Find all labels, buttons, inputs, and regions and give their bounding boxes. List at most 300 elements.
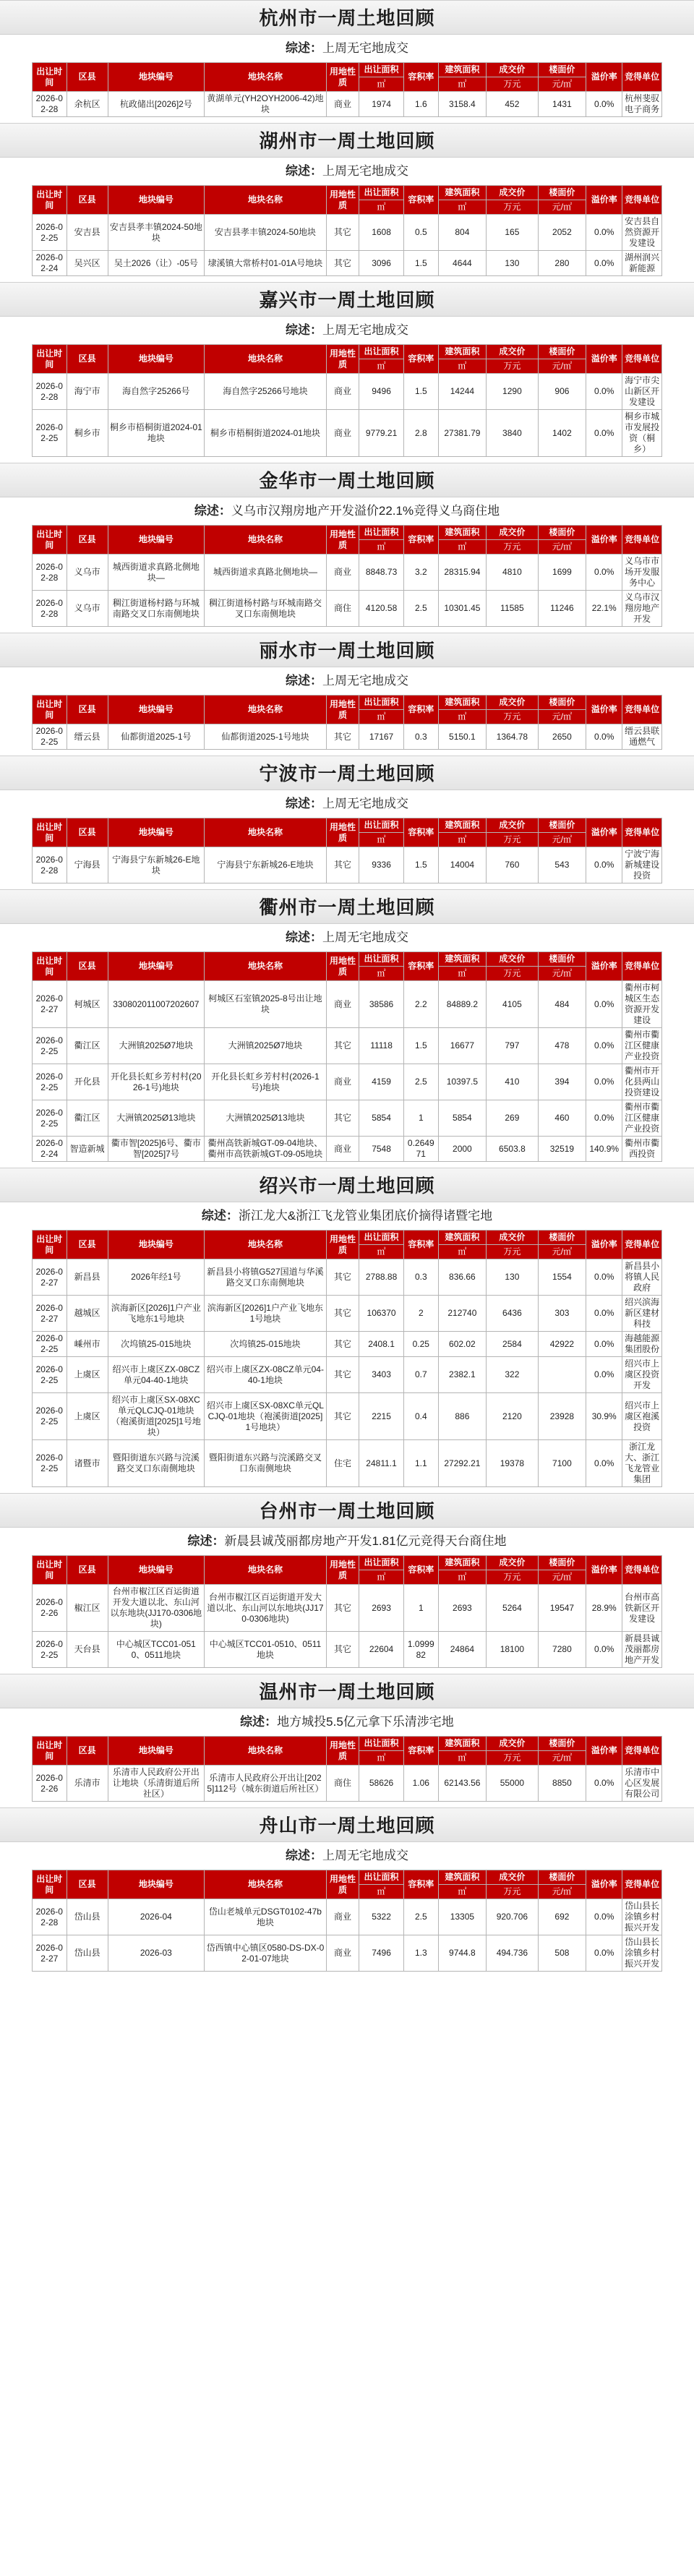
header-build: 建筑面积 xyxy=(438,1556,487,1570)
cell-use: 其它 xyxy=(326,1028,359,1064)
cell-far: 0.3 xyxy=(403,1259,438,1296)
cell-date: 2026-02-24 xyxy=(33,251,67,276)
header-floor: 楼面价 xyxy=(538,1737,586,1751)
cell-parcel-name: 乐清市人民政府公开出让[2025]112号（城东街道后所社区） xyxy=(204,1766,326,1802)
header-district: 区县 xyxy=(67,186,108,215)
header-far: 容积率 xyxy=(403,526,438,555)
cell-parcel-name: 岱山老城单元DSGT0102-47b地块 xyxy=(204,1899,326,1935)
cell-price: 55000 xyxy=(487,1766,538,1802)
cell-buyer: 台州市高铁新区开发建设 xyxy=(622,1585,662,1632)
header-unit-floor: 元/㎡ xyxy=(538,200,586,215)
summary-text: 上周无宅地成交 xyxy=(322,323,408,337)
header-date: 出让时间 xyxy=(33,696,67,724)
header-unit-build: ㎡ xyxy=(438,833,487,847)
table-row xyxy=(33,92,662,117)
cell-district: 义乌市 xyxy=(67,591,108,627)
header-date: 出让时间 xyxy=(33,526,67,555)
cell-buyer: 海宁市尖山新区开发建设 xyxy=(622,374,662,410)
cell-area: 3403 xyxy=(359,1357,404,1393)
cell-price: 6436 xyxy=(487,1296,538,1332)
cell-district: 海宁市 xyxy=(67,374,108,410)
header-buyer: 竞得单位 xyxy=(622,818,662,847)
cell-parcel-name: 宁海县宁东新城26-E地块 xyxy=(204,847,326,883)
header-date: 出让时间 xyxy=(33,1737,67,1766)
cell-buyer: 绍兴市上虞区袍溪投资 xyxy=(622,1393,662,1440)
cell-premium: 30.9% xyxy=(586,1393,622,1440)
cell-date: 2026-02-27 xyxy=(33,1259,67,1296)
cell-parcel-id: 乐清市人民政府公开出让地块（乐清街道后所社区） xyxy=(108,1766,204,1802)
cell-use: 商业 xyxy=(326,374,359,410)
cell-floor: 543 xyxy=(538,847,586,883)
summary-label: 综述： xyxy=(286,674,322,688)
cell-use: 其它 xyxy=(326,1393,359,1440)
cell-district: 椒江区 xyxy=(67,1585,108,1632)
header-district: 区县 xyxy=(67,1556,108,1585)
cell-floor: 1402 xyxy=(538,410,586,457)
cell-far: 1.5 xyxy=(403,1028,438,1064)
header-buyer: 竞得单位 xyxy=(622,952,662,981)
header-price: 成交价 xyxy=(487,696,538,710)
header-parcel-name: 地块名称 xyxy=(204,1556,326,1585)
header-unit-price: 万元 xyxy=(487,1751,538,1766)
header-area: 出让面积 xyxy=(359,63,404,77)
header-price: 成交价 xyxy=(487,345,538,359)
cell-premium: 0.0% xyxy=(586,555,622,591)
cell-price: 269 xyxy=(487,1100,538,1137)
header-unit-area: ㎡ xyxy=(359,1751,404,1766)
header-area: 出让面积 xyxy=(359,696,404,710)
land-table xyxy=(32,1230,662,1487)
cell-parcel-id: 2026年经1号 xyxy=(108,1259,204,1296)
header-district: 区县 xyxy=(67,63,108,92)
header-premium: 溢价率 xyxy=(586,696,622,724)
cell-date: 2026-02-25 xyxy=(33,1332,67,1357)
cell-date: 2026-02-25 xyxy=(33,410,67,457)
header-parcel-id: 地块编号 xyxy=(108,952,204,981)
cell-price: 1364.78 xyxy=(487,724,538,750)
cell-far: 0.3 xyxy=(403,724,438,750)
header-far: 容积率 xyxy=(403,952,438,981)
cell-premium: 0.0% xyxy=(586,1899,622,1935)
cell-parcel-name: 海自然字25266号地块 xyxy=(204,374,326,410)
header-unit-floor: 元/㎡ xyxy=(538,540,586,555)
summary-label: 综述： xyxy=(286,930,322,944)
cell-use: 商住 xyxy=(326,1766,359,1802)
cell-far: 2.8 xyxy=(403,410,438,457)
cell-far: 0.25 xyxy=(403,1332,438,1357)
header-area: 出让面积 xyxy=(359,1556,404,1570)
cell-far: 0.264971 xyxy=(403,1137,438,1162)
cell-far: 0.7 xyxy=(403,1357,438,1393)
cell-far: 1.5 xyxy=(403,847,438,883)
header-unit-floor: 元/㎡ xyxy=(538,1885,586,1899)
cell-parcel-id: 稠江街道杨村路与环城南路交叉口东南侧地块 xyxy=(108,591,204,627)
header-far: 容积率 xyxy=(403,345,438,374)
header-unit-price: 万元 xyxy=(487,1570,538,1585)
city-section xyxy=(32,1493,662,1674)
header-build: 建筑面积 xyxy=(438,1870,487,1885)
summary-label: 综述： xyxy=(286,797,322,810)
city-section xyxy=(32,123,662,282)
cell-premium: 0.0% xyxy=(586,1632,622,1668)
table-row xyxy=(33,555,662,591)
cell-parcel-id: 海自然字25266号 xyxy=(108,374,204,410)
cell-parcel-name: 大洲镇2025Ø13地块 xyxy=(204,1100,326,1137)
cell-buyer: 衢州市柯城区生态资源开发建设 xyxy=(622,981,662,1028)
cell-area: 3096 xyxy=(359,251,404,276)
cell-far: 2.5 xyxy=(403,1064,438,1100)
table-row xyxy=(33,374,662,410)
header-buyer: 竞得单位 xyxy=(622,1737,662,1766)
city-summary xyxy=(32,1842,662,1870)
table-row xyxy=(33,410,662,457)
cell-date: 2026-02-25 xyxy=(33,1064,67,1100)
table-row xyxy=(33,724,662,750)
cell-price: 322 xyxy=(487,1357,538,1393)
header-unit-area: ㎡ xyxy=(359,833,404,847)
table-row xyxy=(33,1766,662,1802)
cell-price: 452 xyxy=(487,92,538,117)
cell-parcel-name: 岱西镇中心镇区0580-DS-DX-02-01-07地块 xyxy=(204,1935,326,1972)
cell-parcel-id: 城西街道求真路北侧地块— xyxy=(108,555,204,591)
cell-floor: 394 xyxy=(538,1064,586,1100)
cell-area: 9496 xyxy=(359,374,404,410)
header-floor: 楼面价 xyxy=(538,345,586,359)
cell-price: 2584 xyxy=(487,1332,538,1357)
cell-parcel-name: 稠江街道杨村路与环城南路交叉口东南侧地块 xyxy=(204,591,326,627)
table-row xyxy=(33,215,662,251)
header-use: 用地性质 xyxy=(326,952,359,981)
header-unit-area: ㎡ xyxy=(359,359,404,374)
table-row xyxy=(33,1899,662,1935)
city-summary xyxy=(32,158,662,185)
cell-parcel-id: 吴土2026（让）-05号 xyxy=(108,251,204,276)
header-unit-price: 万元 xyxy=(487,710,538,724)
cell-use: 其它 xyxy=(326,1100,359,1137)
cell-build: 14244 xyxy=(438,374,487,410)
cell-parcel-name: 开化县长虹乡芳村村(2026-1号)地块 xyxy=(204,1064,326,1100)
summary-text: 上周无宅地成交 xyxy=(322,164,408,178)
cell-price: 3840 xyxy=(487,410,538,457)
cell-floor: 8850 xyxy=(538,1766,586,1802)
cell-buyer: 杭州斐驭电子商务 xyxy=(622,92,662,117)
header-build: 建筑面积 xyxy=(438,818,487,833)
cell-floor: 1699 xyxy=(538,555,586,591)
header-use: 用地性质 xyxy=(326,186,359,215)
cell-premium: 28.9% xyxy=(586,1585,622,1632)
header-build: 建筑面积 xyxy=(438,345,487,359)
cell-area: 9336 xyxy=(359,847,404,883)
header-use: 用地性质 xyxy=(326,1870,359,1899)
cell-use: 商业 xyxy=(326,1137,359,1162)
cell-price: 5264 xyxy=(487,1585,538,1632)
cell-parcel-id: 安吉县孝丰镇2024-50地块 xyxy=(108,215,204,251)
cell-premium: 140.9% xyxy=(586,1137,622,1162)
cell-buyer: 岱山县长涂镇乡村振兴开发 xyxy=(622,1935,662,1972)
cell-district: 越城区 xyxy=(67,1296,108,1332)
header-premium: 溢价率 xyxy=(586,818,622,847)
summary-text: 义乌市汉翔房地产开发溢价22.1%竞得义乌商住地 xyxy=(231,504,500,518)
cell-parcel-id: 绍兴市上虞区ZX-08CZ单元04-40-1地块 xyxy=(108,1357,204,1393)
cell-premium: 0.0% xyxy=(586,847,622,883)
cell-use: 其它 xyxy=(326,251,359,276)
cell-district: 岱山县 xyxy=(67,1935,108,1972)
cell-price: 494.736 xyxy=(487,1935,538,1972)
header-unit-floor: 元/㎡ xyxy=(538,1570,586,1585)
header-premium: 溢价率 xyxy=(586,526,622,555)
header-unit-price: 万元 xyxy=(487,967,538,981)
cell-district: 新昌县 xyxy=(67,1259,108,1296)
cell-buyer: 义乌市市场开发服务中心 xyxy=(622,555,662,591)
cell-build: 5854 xyxy=(438,1100,487,1137)
cell-build: 28315.94 xyxy=(438,555,487,591)
table-row xyxy=(33,981,662,1028)
header-price: 成交价 xyxy=(487,1737,538,1751)
cell-build: 27292.21 xyxy=(438,1440,487,1487)
header-parcel-name: 地块名称 xyxy=(204,1231,326,1259)
header-build: 建筑面积 xyxy=(438,186,487,200)
header-unit-build: ㎡ xyxy=(438,967,487,981)
summary-label: 综述： xyxy=(286,1849,322,1862)
cell-area: 5854 xyxy=(359,1100,404,1137)
cell-parcel-id: 桐乡市梧桐街道2024-01地块 xyxy=(108,410,204,457)
header-unit-build: ㎡ xyxy=(438,1885,487,1899)
header-price: 成交价 xyxy=(487,1556,538,1570)
cell-build: 836.66 xyxy=(438,1259,487,1296)
cell-parcel-name: 桐乡市梧桐街道2024-01地块 xyxy=(204,410,326,457)
header-area: 出让面积 xyxy=(359,526,404,540)
cell-buyer: 义乌市汉翔房地产开发 xyxy=(622,591,662,627)
city-title: 杭州市一周土地回顾 xyxy=(0,0,694,35)
cell-far: 2.5 xyxy=(403,591,438,627)
header-unit-area: ㎡ xyxy=(359,967,404,981)
cell-date: 2026-02-28 xyxy=(33,92,67,117)
header-parcel-id: 地块编号 xyxy=(108,526,204,555)
table-row xyxy=(33,1440,662,1487)
city-summary xyxy=(32,317,662,344)
header-unit-area: ㎡ xyxy=(359,200,404,215)
cell-parcel-name: 新昌县小将镇G527国道与华溪路交叉口东南侧地块 xyxy=(204,1259,326,1296)
table-row xyxy=(33,1296,662,1332)
cell-premium: 0.0% xyxy=(586,724,622,750)
cell-area: 38586 xyxy=(359,981,404,1028)
cell-parcel-id: 大洲镇2025Ø13地块 xyxy=(108,1100,204,1137)
cell-parcel-name: 台州市椒江区百运街道开发大道以北、东山河以东地块(JJ170-0306地块) xyxy=(204,1585,326,1632)
cell-build: 212740 xyxy=(438,1296,487,1332)
header-price: 成交价 xyxy=(487,63,538,77)
header-unit-price: 万元 xyxy=(487,1245,538,1259)
cell-use: 其它 xyxy=(326,1259,359,1296)
cell-district: 义乌市 xyxy=(67,555,108,591)
cell-build: 10397.5 xyxy=(438,1064,487,1100)
cell-buyer: 湖州润兴新能源 xyxy=(622,251,662,276)
cell-floor xyxy=(538,1357,586,1393)
table-row xyxy=(33,847,662,883)
cell-far: 0.5 xyxy=(403,215,438,251)
table-row xyxy=(33,1585,662,1632)
cell-area: 22604 xyxy=(359,1632,404,1668)
header-district: 区县 xyxy=(67,1737,108,1766)
cell-date: 2026-02-26 xyxy=(33,1766,67,1802)
header-build: 建筑面积 xyxy=(438,696,487,710)
city-title: 衢州市一周土地回顾 xyxy=(0,889,694,924)
header-area: 出让面积 xyxy=(359,818,404,833)
land-table xyxy=(32,1736,662,1802)
header-unit-price: 万元 xyxy=(487,833,538,847)
cell-area: 2693 xyxy=(359,1585,404,1632)
cell-area: 7496 xyxy=(359,1935,404,1972)
cell-far: 1.099982 xyxy=(403,1632,438,1668)
cell-date: 2026-02-27 xyxy=(33,1935,67,1972)
cell-area: 4159 xyxy=(359,1064,404,1100)
header-floor: 楼面价 xyxy=(538,186,586,200)
land-table xyxy=(32,1555,662,1668)
cell-date: 2026-02-24 xyxy=(33,1137,67,1162)
cell-area: 2408.1 xyxy=(359,1332,404,1357)
cell-parcel-id: 中心城区TCC01-0510、0511地块 xyxy=(108,1632,204,1668)
table-row xyxy=(33,591,662,627)
cell-build: 2693 xyxy=(438,1585,487,1632)
cell-parcel-id: 衢市智[2025]6号、衢市智[2025]7号 xyxy=(108,1137,204,1162)
cell-use: 商业 xyxy=(326,555,359,591)
header-district: 区县 xyxy=(67,1870,108,1899)
cell-parcel-name: 衢州高铁新城GT-09-04地块、衢州市高铁新城GT-09-05地块 xyxy=(204,1137,326,1162)
city-section xyxy=(32,0,662,123)
header-unit-build: ㎡ xyxy=(438,200,487,215)
header-buyer: 竞得单位 xyxy=(622,526,662,555)
cell-buyer: 新晨县诚茂丽都房地产开发 xyxy=(622,1632,662,1668)
header-buyer: 竞得单位 xyxy=(622,696,662,724)
header-unit-build: ㎡ xyxy=(438,359,487,374)
header-unit-area: ㎡ xyxy=(359,1570,404,1585)
cell-area: 1608 xyxy=(359,215,404,251)
header-unit-area: ㎡ xyxy=(359,77,404,92)
cell-use: 其它 xyxy=(326,724,359,750)
header-unit-price: 万元 xyxy=(487,359,538,374)
cell-far: 1 xyxy=(403,1585,438,1632)
land-table xyxy=(32,695,662,750)
cell-price: 410 xyxy=(487,1064,538,1100)
cell-parcel-name: 安吉县孝丰镇2024-50地块 xyxy=(204,215,326,251)
city-section xyxy=(32,463,662,633)
cell-build: 16677 xyxy=(438,1028,487,1064)
header-date: 出让时间 xyxy=(33,63,67,92)
header-date: 出让时间 xyxy=(33,1870,67,1899)
city-title: 湖州市一周土地回顾 xyxy=(0,123,694,158)
cell-use: 其它 xyxy=(326,1357,359,1393)
cell-area: 17167 xyxy=(359,724,404,750)
cell-use: 其它 xyxy=(326,1585,359,1632)
cell-floor: 32519 xyxy=(538,1137,586,1162)
cell-build: 14004 xyxy=(438,847,487,883)
header-unit-area: ㎡ xyxy=(359,710,404,724)
cell-floor: 1431 xyxy=(538,92,586,117)
header-unit-floor: 元/㎡ xyxy=(538,833,586,847)
city-summary xyxy=(32,924,662,951)
header-district: 区县 xyxy=(67,345,108,374)
header-unit-build: ㎡ xyxy=(438,540,487,555)
cell-price: 4810 xyxy=(487,555,538,591)
cell-district: 柯城区 xyxy=(67,981,108,1028)
cell-use: 商住 xyxy=(326,591,359,627)
table-row xyxy=(33,1332,662,1357)
header-premium: 溢价率 xyxy=(586,1870,622,1899)
header-use: 用地性质 xyxy=(326,1737,359,1766)
header-parcel-id: 地块编号 xyxy=(108,696,204,724)
header-parcel-name: 地块名称 xyxy=(204,696,326,724)
cell-area: 58626 xyxy=(359,1766,404,1802)
cell-district: 诸暨市 xyxy=(67,1440,108,1487)
land-table xyxy=(32,525,662,627)
cell-district: 缙云县 xyxy=(67,724,108,750)
header-price: 成交价 xyxy=(487,952,538,967)
cell-area: 7548 xyxy=(359,1137,404,1162)
cell-district: 衢江区 xyxy=(67,1028,108,1064)
header-area: 出让面积 xyxy=(359,1870,404,1885)
header-far: 容积率 xyxy=(403,696,438,724)
header-unit-build: ㎡ xyxy=(438,1751,487,1766)
cell-far: 2 xyxy=(403,1296,438,1332)
city-section xyxy=(32,756,662,889)
header-unit-price: 万元 xyxy=(487,540,538,555)
cell-use: 其它 xyxy=(326,215,359,251)
header-unit-price: 万元 xyxy=(487,1885,538,1899)
header-premium: 溢价率 xyxy=(586,345,622,374)
cell-far: 3.2 xyxy=(403,555,438,591)
cell-parcel-name: 滨海新区[2026]1户产业飞地东1号地块 xyxy=(204,1296,326,1332)
cell-parcel-name: 仙都街道2025-1号地块 xyxy=(204,724,326,750)
cell-floor: 7100 xyxy=(538,1440,586,1487)
cell-date: 2026-02-25 xyxy=(33,1440,67,1487)
cell-floor: 478 xyxy=(538,1028,586,1064)
cell-floor: 23928 xyxy=(538,1393,586,1440)
header-premium: 溢价率 xyxy=(586,952,622,981)
city-title: 台州市一周土地回顾 xyxy=(0,1493,694,1528)
cell-price: 130 xyxy=(487,1259,538,1296)
cell-district: 岱山县 xyxy=(67,1899,108,1935)
cell-parcel-id: 2026-03 xyxy=(108,1935,204,1972)
city-title: 绍兴市一周土地回顾 xyxy=(0,1168,694,1202)
land-table xyxy=(32,1870,662,1972)
city-title: 金华市一周土地回顾 xyxy=(0,463,694,497)
cell-premium: 0.0% xyxy=(586,215,622,251)
cell-build: 27381.79 xyxy=(438,410,487,457)
header-area: 出让面积 xyxy=(359,1231,404,1245)
cell-build: 886 xyxy=(438,1393,487,1440)
header-parcel-id: 地块编号 xyxy=(108,186,204,215)
cell-district: 乐清市 xyxy=(67,1766,108,1802)
cell-use: 其它 xyxy=(326,1332,359,1357)
cell-premium: 0.0% xyxy=(586,1332,622,1357)
cell-area: 106370 xyxy=(359,1296,404,1332)
city-title: 嘉兴市一周土地回顾 xyxy=(0,282,694,317)
cell-price: 130 xyxy=(487,251,538,276)
cell-premium: 0.0% xyxy=(586,1357,622,1393)
cell-parcel-id: 滨海新区[2026]1户产业飞地东1号地块 xyxy=(108,1296,204,1332)
header-parcel-id: 地块编号 xyxy=(108,1556,204,1585)
cell-buyer: 衢州市衢江区健康产业投资 xyxy=(622,1028,662,1064)
cell-price: 165 xyxy=(487,215,538,251)
cell-far: 1 xyxy=(403,1100,438,1137)
land-table xyxy=(32,185,662,276)
summary-text: 上周无宅地成交 xyxy=(322,1849,408,1862)
cell-district: 衢江区 xyxy=(67,1100,108,1137)
cell-premium: 22.1% xyxy=(586,591,622,627)
header-buyer: 竞得单位 xyxy=(622,1231,662,1259)
city-summary xyxy=(32,1528,662,1555)
cell-district: 智造新城 xyxy=(67,1137,108,1162)
cell-premium: 0.0% xyxy=(586,410,622,457)
